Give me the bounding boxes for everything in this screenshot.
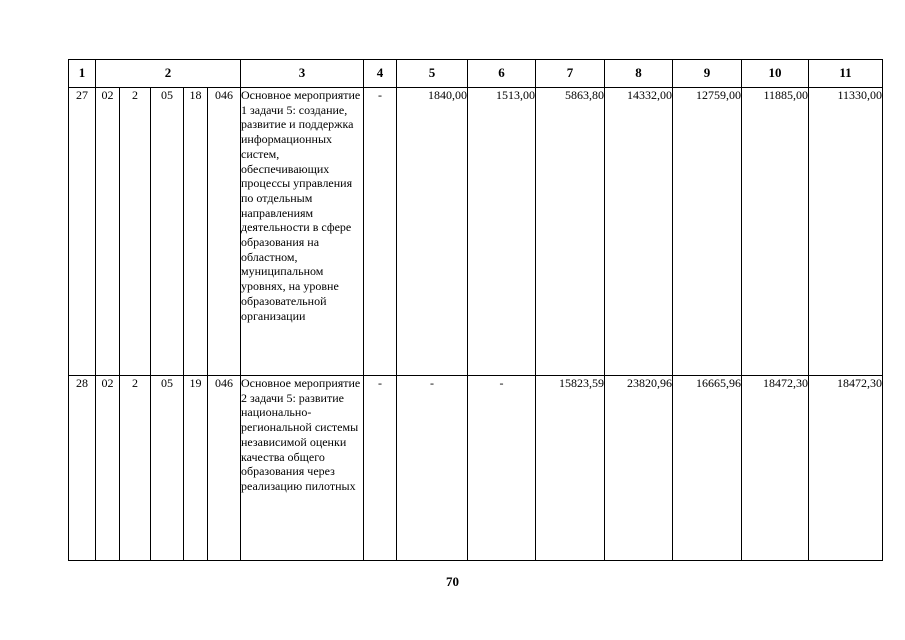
header-col-10: 10 [742,60,809,88]
table-header-row [69,60,883,88]
cell-col-5: - [397,376,468,561]
code-program: 02 [96,88,120,376]
code-activity: 18 [184,88,208,376]
code-task: 05 [151,376,184,561]
header-col-5: 5 [397,60,468,88]
header-col-3: 3 [241,60,364,88]
cell-col-9: 16665,96 [673,376,742,561]
header-col-7: 7 [536,60,605,88]
cell-col-10: 18472,30 [742,376,809,561]
cell-col-4: - [364,376,397,561]
row-number: 27 [69,88,96,376]
header-col-9: 9 [673,60,742,88]
cell-col-6: - [468,376,536,561]
cell-col-8: 14332,00 [605,88,673,376]
header-col-4: 4 [364,60,397,88]
code-subprogram: 2 [120,88,151,376]
activity-description: Основное мероприятие 2 задачи 5: развитие национально-региональной системы независимой оценки качества общего образования через реализацию пилотных [241,376,364,561]
header-col-8: 8 [605,60,673,88]
header-col-2: 2 [96,60,241,88]
code-task: 05 [151,88,184,376]
code-ministry: 046 [208,88,241,376]
header-col-6: 6 [468,60,536,88]
table-row [69,88,883,376]
cell-col-11: 11330,00 [809,88,883,376]
code-ministry: 046 [208,376,241,561]
header-col-1: 1 [69,60,96,88]
header-col-11: 11 [809,60,883,88]
budget-table [68,59,883,561]
cell-col-9: 12759,00 [673,88,742,376]
cell-col-8: 23820,96 [605,376,673,561]
cell-col-7: 15823,59 [536,376,605,561]
cell-col-11: 18472,30 [809,376,883,561]
cell-col-10: 11885,00 [742,88,809,376]
page-number: 70 [446,574,459,589]
table-row [69,376,883,561]
code-program: 02 [96,376,120,561]
cell-col-6: 1513,00 [468,88,536,376]
cell-col-5: 1840,00 [397,88,468,376]
cell-col-7: 5863,80 [536,88,605,376]
cell-col-4: - [364,88,397,376]
activity-description: Основное мероприятие 1 задачи 5: создание, развитие и поддержка информационных систем, обеспечивающих процессы управления по отдельным направлениям деятельности в сфере образования на областном, муниципальном уровнях, на уровне образовательной организации [241,88,364,376]
row-number: 28 [69,376,96,561]
code-activity: 19 [184,376,208,561]
code-subprogram: 2 [120,376,151,561]
